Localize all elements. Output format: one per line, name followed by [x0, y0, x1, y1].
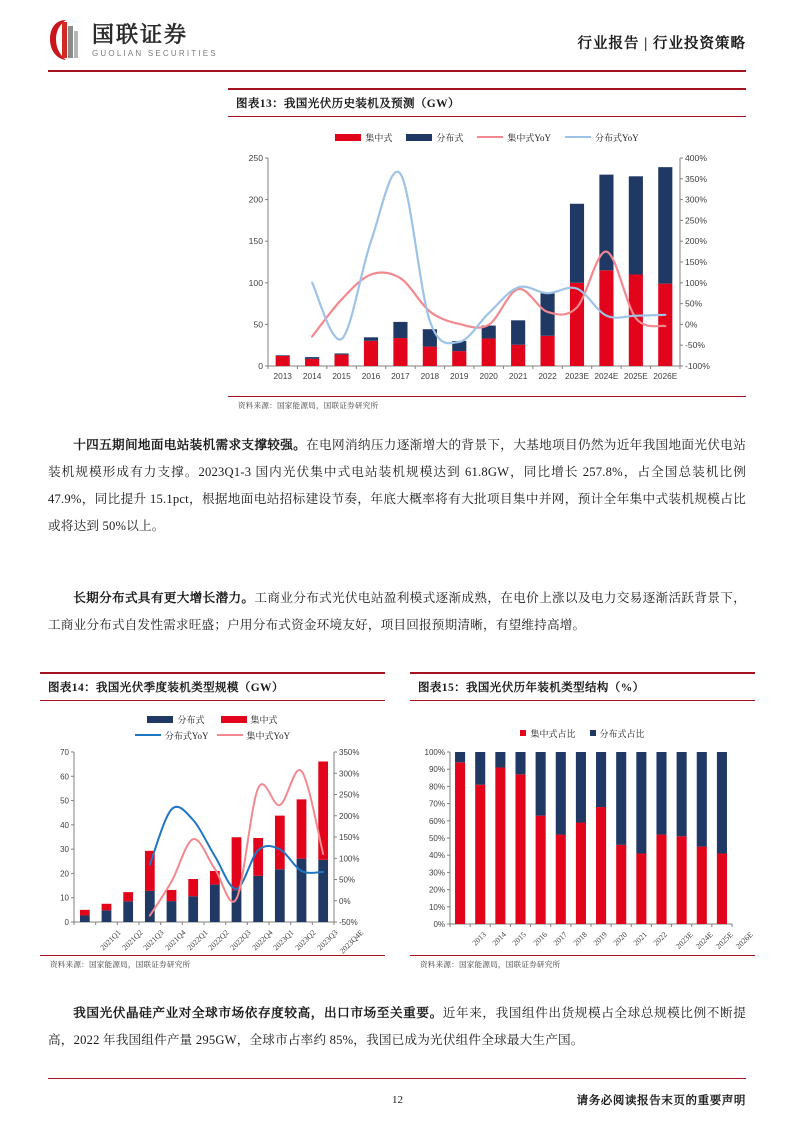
- x-axis-label: 2020: [479, 370, 498, 381]
- paragraph-1-lead: 十四五期间地面电站装机需求支撑较强。: [73, 438, 307, 452]
- exhibit-14-source: 资料来源：国家能源局，国联证券研究所: [50, 960, 191, 970]
- exhibit-13-source-block: [228, 396, 746, 411]
- x-axis-label: 2023E: [564, 370, 589, 381]
- svg-text:50: 50: [253, 319, 263, 330]
- svg-text:10%: 10%: [428, 902, 445, 912]
- svg-text:0: 0: [258, 360, 263, 371]
- guolian-logo-mark: [48, 18, 84, 62]
- x-axis-label: 2016: [361, 370, 381, 381]
- legend-swatch-distributed-14: [147, 716, 173, 723]
- legend-swatch-centralized-yoy-14: [217, 734, 243, 736]
- svg-text:100: 100: [248, 277, 263, 288]
- exhibit-14-title: 图表14：我国光伏季度装机类型规模（GW）: [48, 681, 284, 694]
- x-axis-label: 2024E: [594, 370, 619, 381]
- exhibit-14-legend-row2: [40, 729, 385, 742]
- exhibit-14-legend-row1: [40, 713, 385, 726]
- svg-text:0%: 0%: [433, 919, 445, 929]
- x-axis-label: 2021: [508, 370, 528, 381]
- svg-text:80%: 80%: [428, 782, 445, 792]
- x-axis-label: 2023E: [673, 929, 695, 951]
- svg-text:50%: 50%: [339, 875, 356, 885]
- paragraph-2-body: 工商业分布式光伏电站盈利模式逐渐成熟，在电价上涨以及电力交易逐渐活跃背景下，工商业分布式自发性需求旺盛；户用分布式资金环境友好，项目回报预期清晰，有望维持高增。: [48, 591, 746, 632]
- paragraph-1: [48, 432, 746, 540]
- legend-label-distributed-yoy-14: 分布式YoY: [164, 730, 209, 741]
- legend-swatch-centralized: [335, 134, 361, 141]
- svg-text:90%: 90%: [428, 764, 445, 774]
- paragraph-3-body: 近年来，我国组件出货规模占全球总规模比例不断提高，2022 年我国组件产量 295GW，全球市占率约 85%，我国已成为光伏组件全球最大生产国。: [48, 1006, 746, 1047]
- paragraph-2: [48, 585, 746, 639]
- exhibit-14-plot: [40, 746, 385, 956]
- svg-text:20: 20: [60, 869, 69, 879]
- exhibit-14-title-rule: [40, 700, 385, 701]
- paragraph-2-lead: 长期分布式具有更大增长潜力。: [73, 591, 255, 605]
- paragraph-3-lead: 我国光伏晶硅产业对全球市场依存度较高，出口市场至关重要。: [73, 1006, 443, 1020]
- x-axis-label: 2023Q4E: [337, 927, 366, 956]
- legend-label-distributed-yoy: 分布式YoY: [595, 132, 639, 143]
- x-axis-label: 2020: [611, 929, 630, 948]
- exhibit-15-title: 图表15：我国光伏历年装机类型结构（%）: [418, 681, 645, 694]
- x-axis-label: 2026E: [653, 370, 678, 381]
- footer-notice: 请务必阅读报告末页的重要声明: [576, 1095, 746, 1107]
- exhibit-13-legend: [228, 131, 746, 144]
- svg-text:50%: 50%: [428, 833, 445, 843]
- legend-swatch-distributed-yoy-14: [135, 734, 161, 736]
- legend-swatch-centralized-yoy: [477, 136, 503, 138]
- x-axis-label: 2021: [631, 929, 650, 948]
- svg-text:40%: 40%: [428, 850, 445, 860]
- paragraph-3: [48, 1000, 746, 1054]
- x-axis-label: 2025E: [713, 929, 735, 951]
- legend-item-distributed-share: [590, 727, 645, 740]
- svg-text:30: 30: [60, 844, 69, 854]
- x-axis-label: 2019: [591, 929, 609, 948]
- exhibit-13-plot: [228, 150, 746, 390]
- svg-text:250%: 250%: [685, 215, 707, 226]
- exhibit-15-title-rule: [410, 700, 755, 701]
- x-axis-label: 2024E: [693, 929, 715, 951]
- x-axis-label: 2018: [571, 929, 589, 948]
- svg-text:20%: 20%: [428, 885, 445, 895]
- x-axis-label: 2022: [651, 929, 670, 948]
- x-axis-label: 2025E: [623, 370, 648, 381]
- legend-item-distributed-14: [147, 713, 204, 726]
- svg-text:150: 150: [248, 235, 263, 246]
- svg-text:-100%: -100%: [685, 360, 710, 371]
- x-axis-label: 2022: [538, 370, 557, 381]
- svg-text:100%: 100%: [339, 854, 360, 864]
- svg-text:100%: 100%: [424, 747, 445, 757]
- exhibit-14-source-block: [40, 955, 385, 970]
- svg-text:200%: 200%: [685, 235, 707, 246]
- x-axis-label: 2022Q3: [228, 927, 253, 952]
- legend-swatch-distributed: [406, 134, 432, 141]
- plot14-svg: [40, 746, 378, 938]
- legend-label-centralized-yoy-14: 集中式YoY: [246, 730, 291, 741]
- x-axis-label: 2023Q3: [314, 927, 339, 952]
- page-number: 12: [392, 1094, 403, 1106]
- svg-text:60: 60: [60, 772, 69, 782]
- svg-text:10: 10: [60, 893, 69, 903]
- svg-text:70: 70: [60, 747, 69, 757]
- x-axis-label: 2013: [470, 929, 489, 948]
- footer-divider: [48, 1078, 746, 1079]
- svg-text:70%: 70%: [428, 799, 445, 809]
- svg-text:200%: 200%: [339, 811, 360, 821]
- legend-label-centralized-share: 集中式占比: [530, 728, 576, 739]
- svg-text:350%: 350%: [685, 173, 707, 184]
- page-header: [0, 0, 794, 78]
- svg-text:40: 40: [60, 820, 69, 830]
- exhibit-13-title: 图表13：我国光伏历史装机及预测（GW）: [236, 97, 460, 110]
- legend-label-centralized-14: 集中式: [250, 714, 278, 725]
- legend-swatch-centralized-14: [221, 716, 247, 723]
- exhibit-15-plot: [410, 746, 755, 951]
- svg-text:-50%: -50%: [685, 339, 706, 350]
- x-axis-label: 2022Q1: [184, 927, 209, 952]
- x-axis-label: 2017: [391, 370, 410, 381]
- plot13-svg: [228, 150, 728, 388]
- svg-text:250: 250: [248, 152, 263, 163]
- svg-text:50: 50: [60, 796, 69, 806]
- logo-text-cn: 国联证券: [92, 21, 189, 47]
- x-axis-label: 2019: [450, 370, 469, 381]
- legend-label-centralized-yoy: 集中式YoY: [507, 132, 552, 143]
- x-axis-label: 2021Q4: [163, 927, 188, 952]
- svg-text:200: 200: [248, 194, 263, 205]
- x-axis-label: 2021Q2: [119, 927, 144, 952]
- header-report-type: 行业报告 | 行业投资策略: [577, 36, 746, 52]
- svg-text:250%: 250%: [339, 790, 360, 800]
- legend-swatch-distributed-yoy: [565, 136, 591, 138]
- legend-item-centralized: [335, 131, 392, 144]
- exhibit-15: [410, 672, 755, 957]
- svg-text:150%: 150%: [339, 832, 360, 842]
- x-axis-label: 2017: [551, 929, 569, 948]
- x-axis-label: 2023Q1: [271, 927, 296, 952]
- x-axis-label: 2014: [302, 370, 322, 381]
- legend-label-distributed-share: 分布式占比: [599, 728, 645, 739]
- company-logo: [48, 18, 218, 62]
- plot15-svg: [410, 746, 748, 942]
- x-axis-label: 2022Q4: [249, 927, 274, 952]
- svg-text:50%: 50%: [685, 298, 703, 309]
- svg-text:150%: 150%: [685, 256, 707, 267]
- x-axis-label: 2016: [531, 929, 549, 948]
- paragraph-1-body: 在电网消纳压力逐渐增大的背景下，大基地项目仍然为近年我国地面光伏电站装机规模形成有力支撑。2023Q1-3 国内光伏集中式电站装机规模达到 61.8GW，同比增长 257.8%，占全国总装机比例 47.9%，同比提升 15.1pct，根据地面电站招标建设节奏，年底大概率将有大批项目集中并网，预计全年集中式装机规模占比或将达到 50%以上。: [48, 438, 746, 533]
- x-axis-label: 2018: [420, 370, 440, 381]
- x-axis-label: 2013: [273, 370, 292, 381]
- x-axis-label: 2022Q2: [206, 927, 231, 952]
- svg-text:100%: 100%: [685, 277, 707, 288]
- legend-label-distributed: 分布式: [436, 132, 464, 143]
- exhibit-15-source-block: [410, 955, 755, 970]
- legend-item-distributed: [406, 131, 463, 144]
- svg-text:30%: 30%: [428, 868, 445, 878]
- legend-swatch-centralized-share: [520, 730, 526, 736]
- legend-item-distributed-yoy: [565, 131, 639, 144]
- exhibit-15-source: 资料来源：国家能源局，国联证券研究所: [420, 960, 561, 970]
- x-axis-label: 2026E: [733, 929, 755, 951]
- svg-text:0%: 0%: [339, 896, 351, 906]
- legend-item-centralized-14: [221, 713, 278, 726]
- svg-text:0%: 0%: [685, 319, 698, 330]
- svg-text:0: 0: [64, 917, 69, 927]
- legend-swatch-distributed-share: [590, 730, 596, 736]
- exhibit-13: [228, 88, 746, 413]
- svg-text:60%: 60%: [428, 816, 445, 826]
- exhibit-13-title-rule: [228, 116, 746, 117]
- exhibit-14: [40, 672, 385, 957]
- x-axis-label: 2021Q1: [98, 927, 123, 952]
- svg-text:300%: 300%: [685, 194, 707, 205]
- exhibit-15-legend: [410, 727, 755, 740]
- legend-label-distributed-14: 分布式: [177, 714, 205, 725]
- legend-item-centralized-yoy-14: [217, 729, 291, 742]
- svg-text:400%: 400%: [685, 152, 707, 163]
- x-axis-label: 2021Q3: [141, 927, 166, 952]
- svg-text:350%: 350%: [339, 747, 360, 757]
- x-axis-label: 2023Q2: [293, 927, 318, 952]
- legend-item-centralized-share: [520, 727, 575, 740]
- legend-item-distributed-yoy-14: [135, 729, 209, 742]
- exhibit-13-source: 资料来源：国家能源局，国联证券研究所: [238, 401, 379, 411]
- svg-text:-50%: -50%: [339, 917, 358, 927]
- x-axis-label: 2015: [510, 929, 529, 948]
- x-axis-label: 2014: [490, 929, 509, 948]
- legend-label-centralized: 集中式: [365, 132, 393, 143]
- legend-item-centralized-yoy: [477, 131, 551, 144]
- svg-text:300%: 300%: [339, 769, 360, 779]
- x-axis-label: 2015: [332, 370, 351, 381]
- header-divider: [48, 70, 746, 72]
- logo-text-en: GUOLIAN SECURITIES: [92, 48, 218, 58]
